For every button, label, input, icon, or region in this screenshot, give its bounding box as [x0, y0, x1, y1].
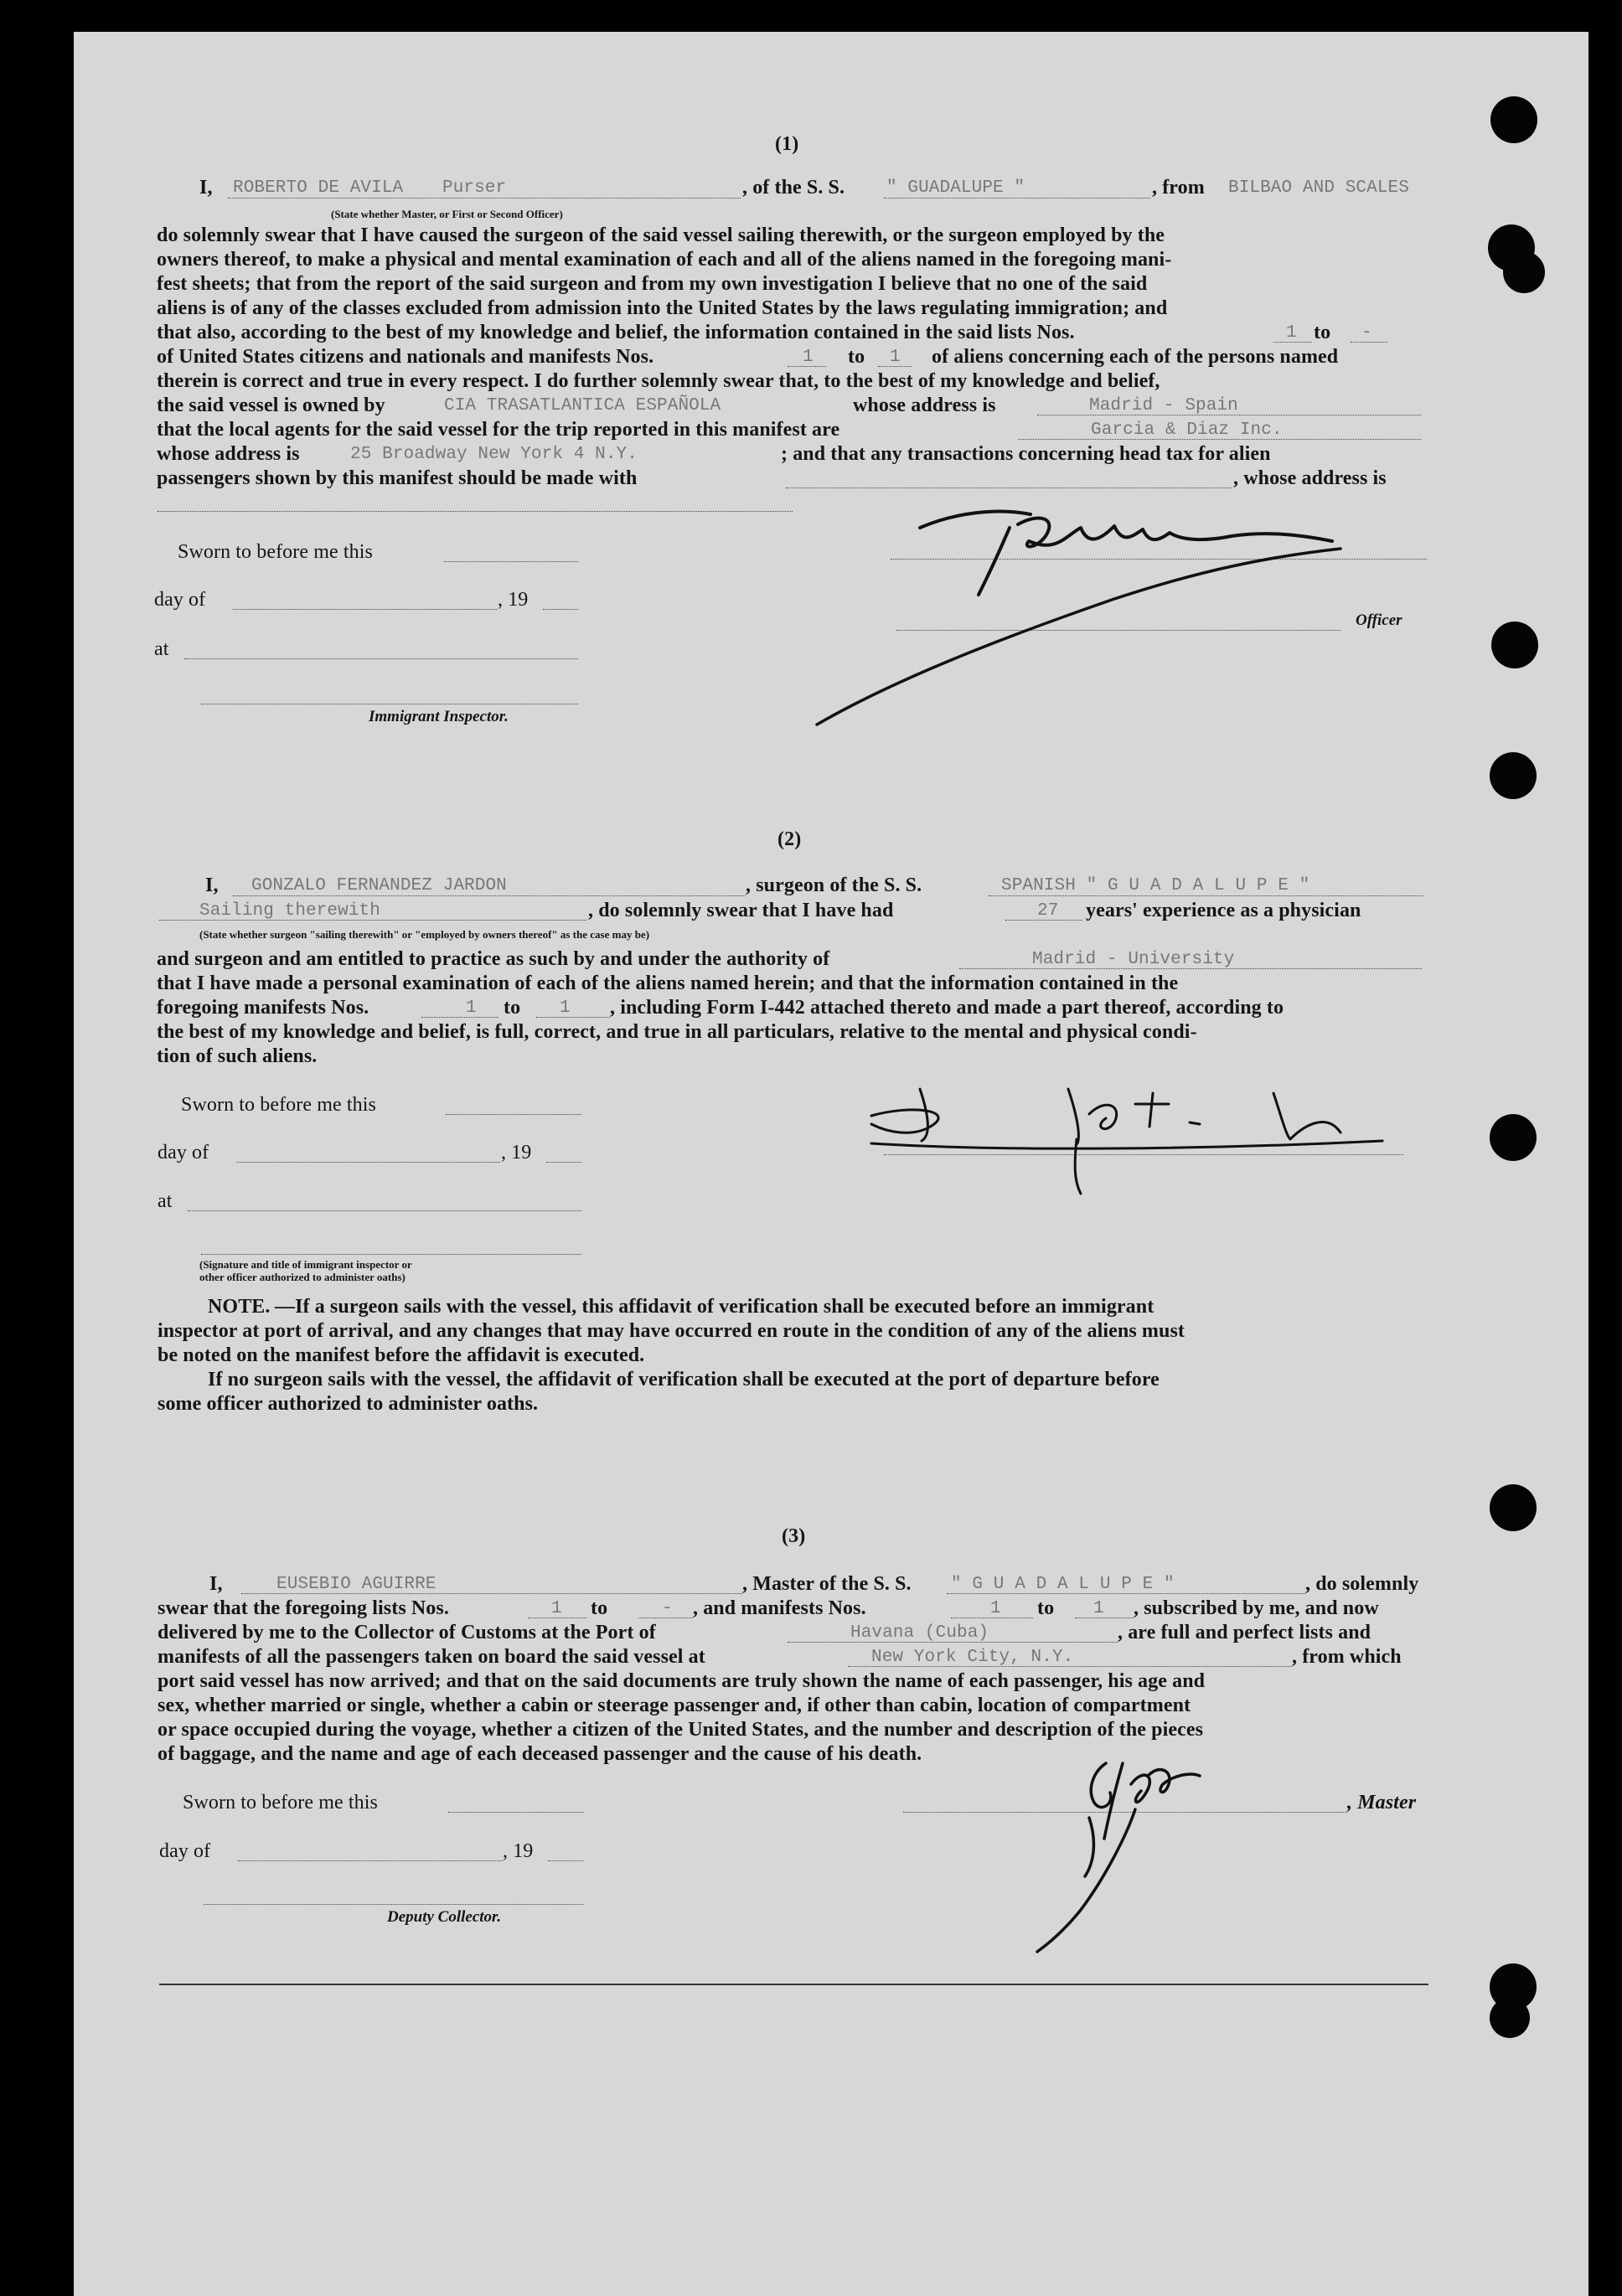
ship-name-field: " GUADALUPE ": [886, 178, 1025, 198]
port-field: Havana (Cuba): [850, 1623, 989, 1643]
manifest-to-field: 1: [560, 998, 571, 1018]
surgeon-signature: [871, 1089, 1382, 1194]
origin-field: BILBAO AND SCALES: [1228, 178, 1409, 198]
note-line: some officer authorized to administer oaths.: [158, 1393, 539, 1415]
day-of-label: day of: [159, 1840, 211, 1862]
sworn-label: Sworn to before me this: [183, 1792, 378, 1814]
section-number: (2): [777, 828, 802, 850]
from-label: , from: [1152, 177, 1205, 199]
inspector-caption: Immigrant Inspector.: [369, 708, 509, 725]
officer-name-field: ROBERTO DE AVILA: [233, 178, 404, 198]
list-from-field: 1: [551, 1599, 562, 1618]
year-label: , 19: [498, 589, 529, 611]
master-signature: [1037, 1763, 1200, 1952]
affidavit-line: , and manifests Nos.: [693, 1597, 866, 1619]
list-to-field: -: [1361, 323, 1372, 343]
years-field: 27: [1037, 901, 1059, 921]
master-caption: , Master: [1347, 1792, 1417, 1814]
note-line: inspector at port of arrival, and any changes that may have occurred en route in the condition of any of the aliens must: [158, 1320, 1185, 1342]
officer-signature: [920, 512, 1332, 595]
to-label: to: [1037, 1597, 1055, 1619]
affidavit-intro: I,: [199, 177, 213, 199]
affidavit-line: passengers shown by this manifest should be made with: [157, 467, 638, 489]
surgeon-of-label: , surgeon of the S. S.: [746, 875, 922, 896]
affidavit-line: , are full and perfect lists and: [1118, 1622, 1371, 1643]
at-label: at: [154, 638, 169, 660]
at-label: at: [158, 1190, 173, 1212]
sailing-field: Sailing therewith: [199, 901, 380, 921]
affidavit-line: ; and that any transactions concerning head tax for alien: [781, 443, 1271, 465]
affidavit-line: or space occupied during the voyage, whether a citizen of the United States, and the number and description of the pieces: [158, 1719, 1204, 1741]
affidavit-line: , do solemnly: [1305, 1573, 1419, 1595]
note-line: —If a surgeon sails with the vessel, this affidavit of verification shall be executed before an immigrant: [275, 1296, 1155, 1318]
manifest-to-field: 1: [1093, 1599, 1104, 1618]
day-of-label: day of: [154, 589, 206, 611]
ship-name-field: SPANISH " G U A D A L U P E ": [1001, 876, 1310, 895]
officer-title-field: Purser: [442, 178, 507, 198]
note-line: be noted on the manifest before the affidavit is executed.: [158, 1344, 645, 1366]
to-label: to: [504, 997, 521, 1019]
to-label: to: [848, 346, 865, 368]
manifest-from-field: 1: [803, 348, 814, 367]
affidavit-line: therein is correct and true in every respect. I do further solemnly swear that, to the best of my knowledge and belief,: [157, 370, 1160, 392]
manifest-from-field: 1: [990, 1599, 1001, 1618]
affidavit-line: fest sheets; that from the report of the said surgeon and from my own investigation I believe that no one of the said: [157, 273, 1148, 295]
affidavit-line: , whose address is: [1233, 467, 1387, 489]
ship-name-field: " G U A D A L U P E ": [951, 1575, 1175, 1594]
collector-caption: Deputy Collector.: [387, 1908, 502, 1926]
year-label: , 19: [503, 1840, 534, 1862]
to-label: to: [1314, 322, 1331, 343]
affidavit-line: and surgeon and am entitled to practice as such by and under the authority of: [157, 948, 830, 970]
officer-note: (State whether Master, or First or Second Officer): [331, 208, 563, 220]
note-label: NOTE.: [208, 1296, 271, 1318]
authority-field: Madrid - University: [1032, 950, 1235, 969]
owner-address-field: Madrid - Spain: [1089, 396, 1238, 415]
signature-caption: (Signature and title of immigrant inspector or: [199, 1258, 412, 1271]
affidavit-line: , from which: [1292, 1646, 1402, 1668]
affidavit-line: whose address is: [157, 443, 300, 465]
affidavit-line: the said vessel is owned by: [157, 395, 385, 416]
sworn-label: Sworn to before me this: [178, 541, 373, 563]
affidavit-intro: I,: [209, 1573, 223, 1595]
affidavit-line: aliens is of any of the classes excluded from admission into the United States by the laws regulating immigration; and: [157, 297, 1168, 319]
section-number: (3): [782, 1525, 806, 1547]
signature-caption: other officer authorized to administer oaths): [199, 1271, 406, 1283]
day-of-label: day of: [158, 1142, 209, 1163]
manifest-to-field: 1: [890, 348, 901, 367]
sworn-label: Sworn to before me this: [181, 1094, 376, 1116]
affidavit-line: sex, whether married or single, whether a cabin or steerage passenger and, if other than cabin, location of compartment: [158, 1695, 1191, 1716]
affidavit-line: manifests of all the passengers taken on board the said vessel at: [158, 1646, 705, 1668]
year-label: , 19: [501, 1142, 532, 1163]
owner-address-label: whose address is: [853, 395, 996, 416]
agents-field: Garcia & Diaz Inc.: [1091, 421, 1283, 440]
affidavit-line: of aliens concerning each of the persons named: [932, 346, 1339, 368]
affidavit-line: that also, according to the best of my knowledge and belief, the information contained in the said lists Nos.: [157, 322, 1075, 343]
affidavit-line: swear that the foregoing lists Nos.: [158, 1597, 449, 1619]
affidavit-line: foregoing manifests Nos.: [157, 997, 369, 1019]
note-line: If no surgeon sails with the vessel, the affidavit of verification shall be executed at the port of departure before: [208, 1369, 1160, 1390]
section-number: (1): [775, 133, 799, 155]
affidavit-line: port said vessel has now arrived; and that on the said documents are truly shown the name of each passenger, his age and: [158, 1670, 1206, 1692]
surgeon-note: (State whether surgeon "sailing therewith" or "employed by owners thereof" as the case may be): [199, 928, 650, 941]
affidavit-intro: I,: [205, 875, 219, 896]
manifest-from-field: 1: [466, 998, 477, 1018]
affidavit-line: do solemnly swear that I have caused the surgeon of the said vessel sailing therewith, or the surgeon employed by the: [157, 224, 1165, 246]
surgeon-name-field: GONZALO FERNANDEZ JARDON: [251, 876, 507, 895]
boarded-at-field: New York City, N.Y.: [871, 1648, 1074, 1667]
officer-caption: Officer: [1356, 611, 1402, 629]
affidavit-line: owners thereof, to make a physical and mental examination of each and all of the aliens named in the foregoing mani-: [157, 249, 1172, 271]
affidavit-line: tion of such aliens.: [157, 1045, 318, 1067]
affidavit-line: the best of my knowledge and belief, is full, correct, and true in all particulars, relative to the mental and physical condi-: [157, 1021, 1197, 1043]
to-label: to: [591, 1597, 608, 1619]
of-ship-label: , of the S. S.: [742, 177, 845, 199]
affidavit-line: of United States citizens and nationals and manifests Nos.: [157, 346, 654, 368]
master-name-field: EUSEBIO AGUIRRE: [276, 1575, 436, 1594]
affidavit-line: , do solemnly swear that I have had: [588, 900, 894, 921]
list-from-field: 1: [1286, 323, 1297, 343]
affidavit-line: of baggage, and the name and age of each deceased passenger and the cause of his death.: [158, 1743, 922, 1765]
master-of-label: , Master of the S. S.: [742, 1573, 912, 1595]
affidavit-line: years' experience as a physician: [1086, 900, 1361, 921]
list-to-field: -: [662, 1599, 673, 1618]
agents-address-field: 25 Broadway New York 4 N.Y.: [350, 445, 638, 464]
owner-field: CIA TRASATLANTICA ESPAÑOLA: [444, 396, 721, 415]
officer-signature-flourish: [817, 549, 1340, 725]
affidavit-line: , subscribed by me, and now: [1134, 1597, 1379, 1619]
affidavit-line: , including Form I-442 attached thereto and made a part thereof, according to: [610, 997, 1284, 1019]
affidavit-line: delivered by me to the Collector of Customs at the Port of: [158, 1622, 656, 1643]
affidavit-line: that the local agents for the said vessel for the trip reported in this manifest are: [157, 419, 840, 441]
affidavit-line: that I have made a personal examination of each of the aliens named herein; and that the information contained in the: [157, 973, 1179, 994]
